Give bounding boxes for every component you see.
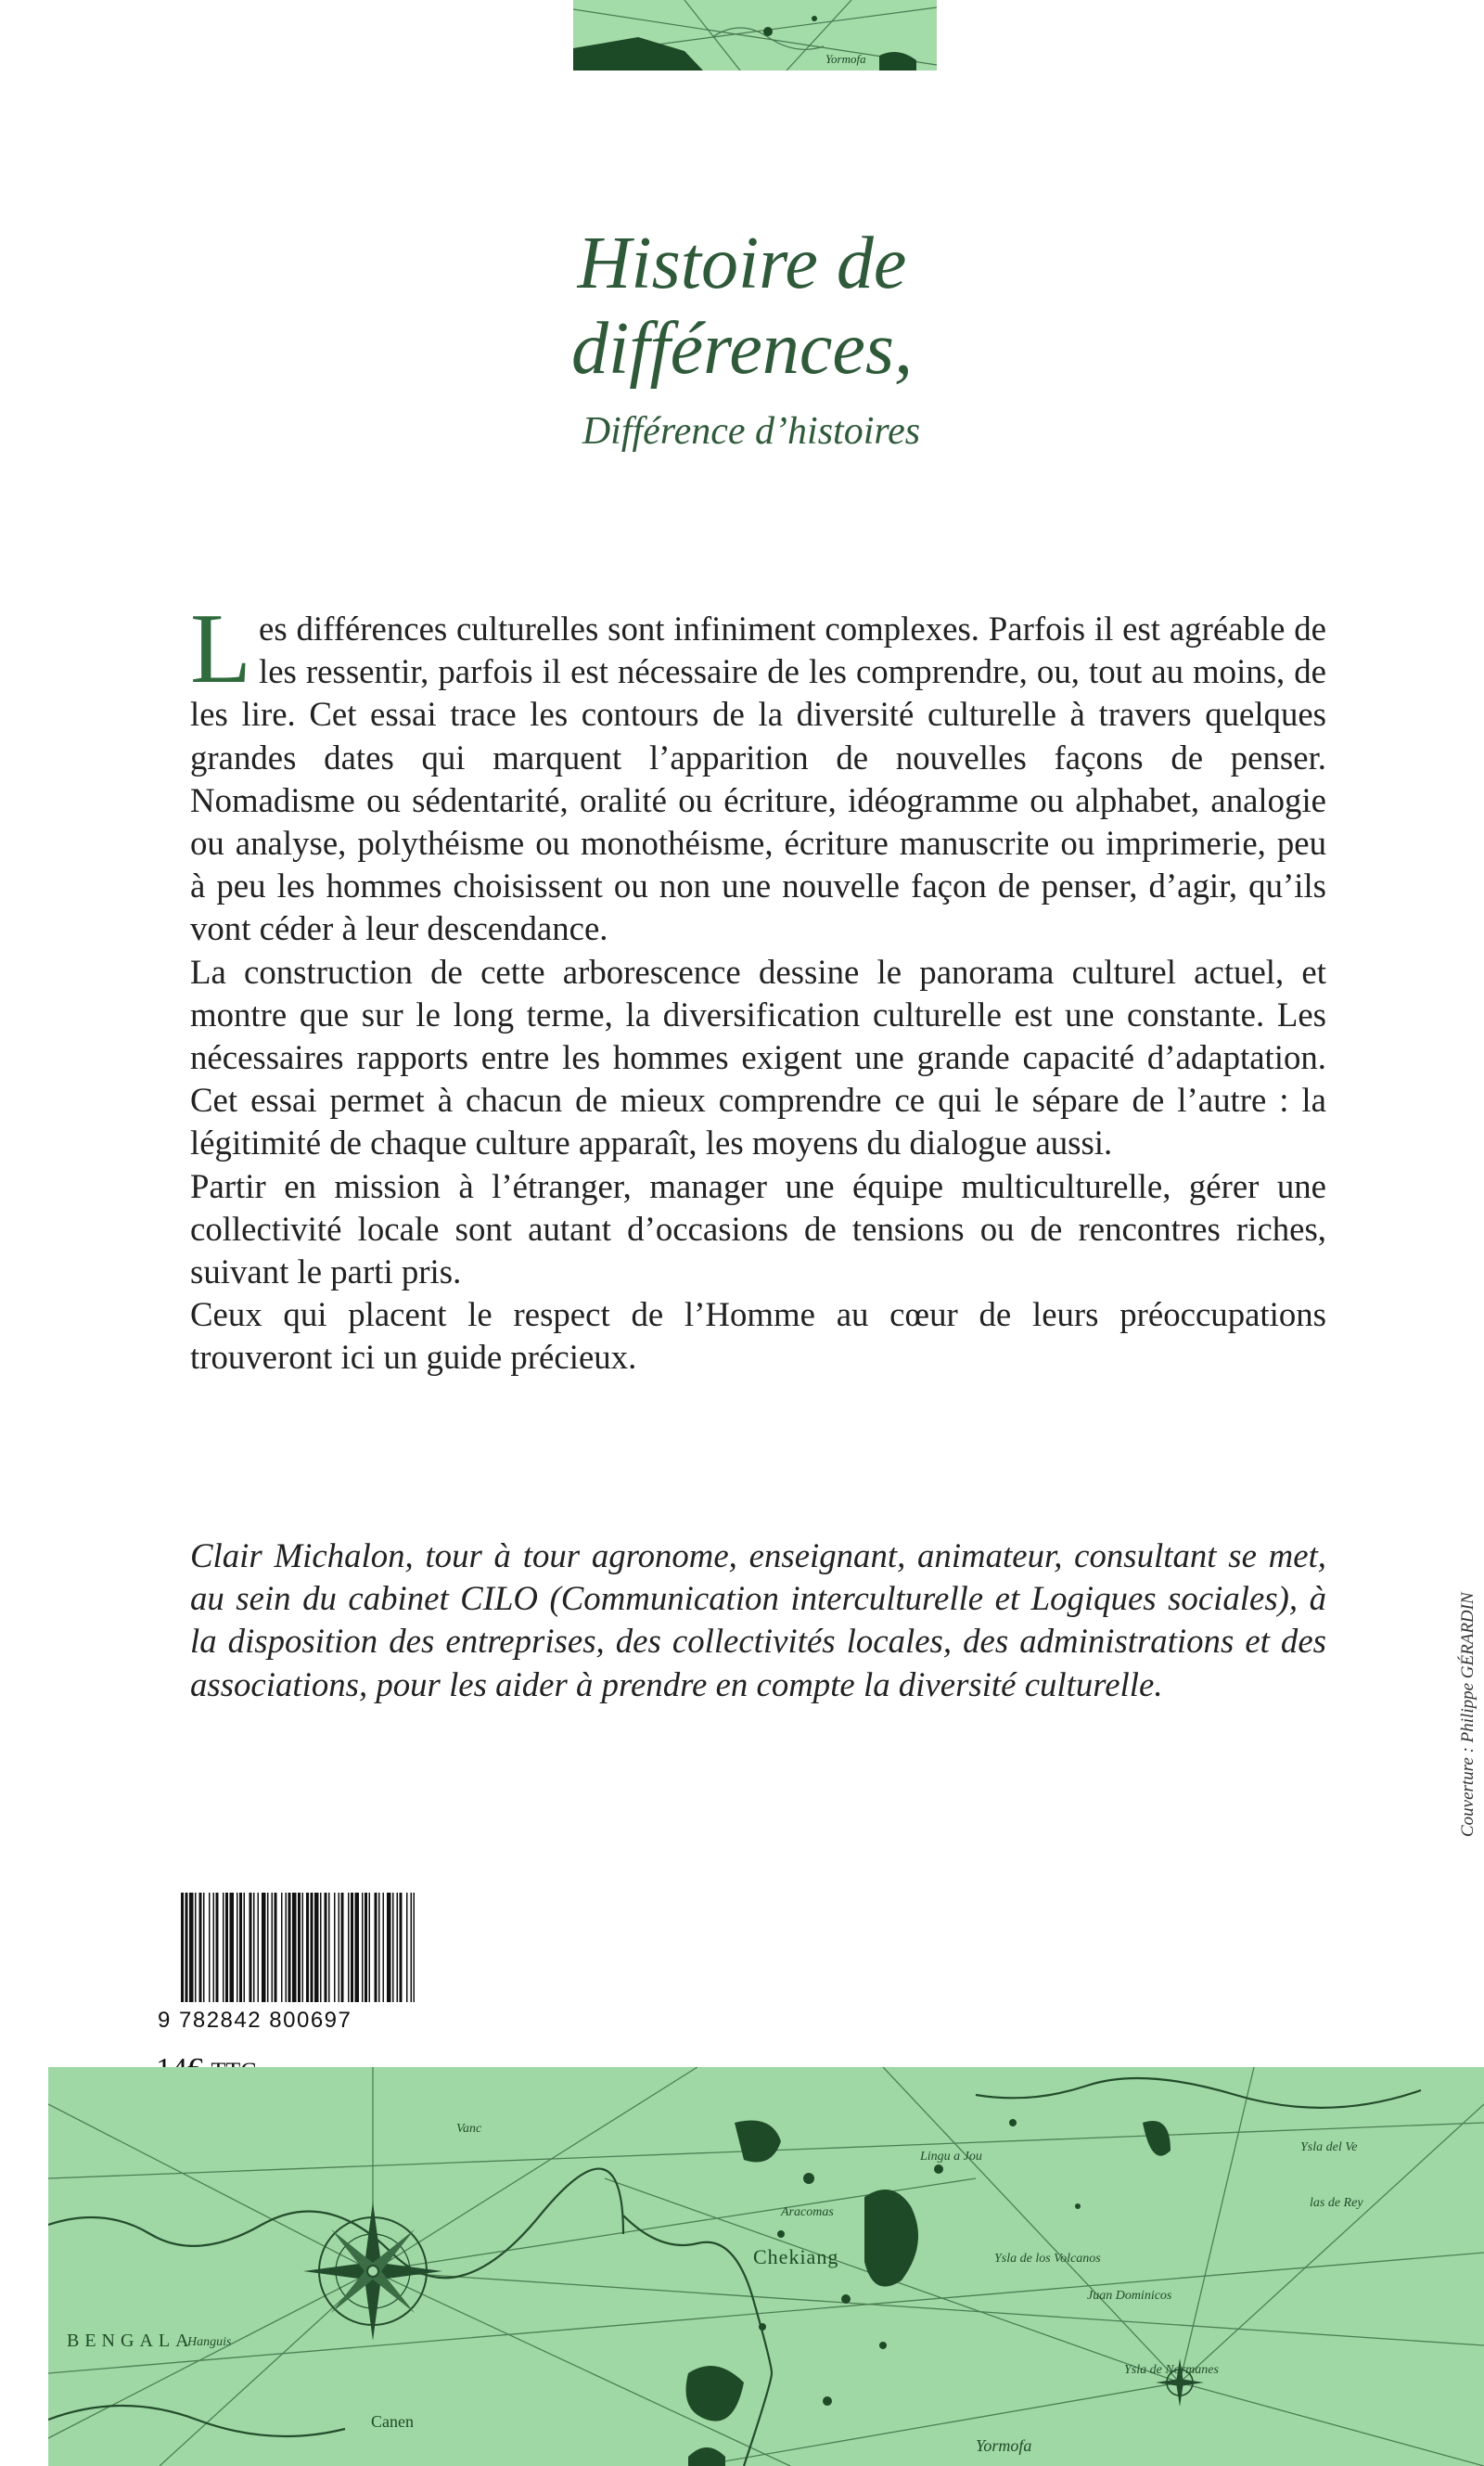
barcode-bar: [288, 1893, 291, 2002]
title-block: [0, 221, 1484, 455]
svg-text:Aracomas: Aracomas: [781, 2205, 834, 2219]
barcode-bar: [181, 1893, 184, 2002]
barcode-bar: [351, 1893, 353, 2002]
barcode-bar: [253, 1893, 255, 2002]
barcode-bars: [181, 1893, 415, 2011]
barcode-bar: [209, 1893, 211, 2002]
barcode-bar: [320, 1893, 322, 2002]
svg-text:Vanc: Vanc: [456, 2122, 482, 2136]
barcode-bar: [325, 1893, 327, 2002]
barcode-bar: [339, 1893, 340, 2002]
barcode-bar: [365, 1893, 367, 2002]
summary-paragraph-1-text: es différences culturelles sont infiniment complexes. Parfois il est agréable de les ressentir, parfois il est nécessaire de les comprendre, ou, tout au moins, de les lire. Cet essai trace les contours de la diversité culturelle à travers quelques grandes dates qui marquent l’apparition de nouvelles façons de penser. Nomadisme ou sédentarité, oralité ou écriture, idéogramme ou alphabet, analogie ou analyse, polythéisme ou monothéisme, écriture manuscrite ou imprimerie, peu à peu les hommes choisissent ou non une nouvelle façon de penser, d’agir, qu’ils vont céder à leur descendance.: [190, 610, 1326, 948]
cover-credit: Couverture : Philippe GÉRARDIN: [1458, 1592, 1478, 1837]
barcode-bar: [406, 1893, 408, 2002]
barcode-bar: [369, 1893, 371, 2002]
svg-text:Lingu a Jou: Lingu a Jou: [920, 2150, 982, 2164]
drop-cap: L: [190, 594, 251, 704]
barcode-bar: [216, 1893, 219, 2002]
title-line-1: Histoire de: [577, 223, 907, 304]
barcode-bar: [286, 1893, 288, 2002]
map-label-canen: Canen: [371, 2412, 414, 2431]
map-label-yormofa: Yormofa: [976, 2436, 1032, 2455]
barcode-bar: [400, 1893, 403, 2002]
barcode-bar: [328, 1893, 330, 2002]
barcode-bar: [258, 1893, 260, 2002]
summary-paragraph-2: La construction de cette arborescence dessine le panorama culturel actuel, et montre que sur le long terme, la diversification culturelle est une constante. Les nécessaires rapports entre les hommes exigent une grande capacité d’adaptation. Cet essai permet à chacun de mieux comprendre ce qui le sépare de l’autre : la légitimité de chaque culture apparaît, les moyens du dialogue aussi.: [190, 952, 1326, 1162]
barcode-bar: [239, 1893, 242, 2002]
barcode-bar: [348, 1893, 350, 2002]
barcode-bar: [262, 1893, 266, 2002]
summary-text: [190, 594, 1326, 1380]
svg-text:Ysla del Ve: Ysla del Ve: [1300, 2140, 1358, 2154]
summary-paragraph-1: [190, 594, 1326, 951]
barcode-bar: [237, 1893, 238, 2002]
barcode-bar: [355, 1893, 360, 2002]
book-title: [0, 221, 1484, 392]
barcode-bar: [244, 1893, 246, 2002]
barcode-bar: [189, 1893, 194, 2002]
barcode-bar: [249, 1893, 252, 2002]
map-label-bengala: BENGALA: [67, 2331, 195, 2351]
barcode-bar: [341, 1893, 344, 2002]
barcode-bar: [281, 1893, 283, 2002]
barcode-bar: [375, 1893, 377, 2002]
map-strip-bottom: [48, 2067, 1484, 2466]
map-label-chekiang: Chekiang: [753, 2245, 839, 2268]
barcode-bar: [223, 1893, 224, 2002]
barcode-bar: [272, 1893, 274, 2002]
barcode-bar: [414, 1893, 416, 2002]
map-strip-top: [573, 0, 937, 71]
barcode-bar: [186, 1893, 188, 2002]
barcode-bar: [230, 1893, 235, 2002]
isbn-number: 9 782842 800697: [158, 2008, 352, 2033]
author-bio: Clair Michalon, tour à tour agronome, enseignant, animateur, consultant se met, au sein du cabinet CILO (Communication interculturelle et Logiques sociales), à la disposition des entreprises, des collectivités locales, des administrations et des associations, pour les aider à prendre en compte la diversité culturelle.: [190, 1536, 1326, 1703]
barcode-bar: [397, 1893, 399, 2002]
barcode-bar: [298, 1893, 301, 2002]
barcode-bar: [195, 1893, 197, 2002]
barcode-bar: [225, 1893, 228, 2002]
barcode-bar: [387, 1893, 391, 2002]
barcode-bar: [362, 1893, 364, 2002]
barcode-bar: [383, 1893, 385, 2002]
barcode-bar: [314, 1893, 319, 2002]
barcode-bar: [203, 1893, 205, 2002]
barcode-bar: [275, 1893, 277, 2002]
summary-paragraph-3: Partir en mission à l’étranger, manager une équipe multiculturelle, gérer une collectivité locale sont autant d’occasions de tensions ou de rencontres riches, suivant le parti pris.: [190, 1166, 1326, 1291]
barcode-bar: [267, 1893, 269, 2002]
barcode-bar: [213, 1893, 215, 2002]
summary-paragraph-4: Ceux qui placent le respect de l’Homme au cœur de leurs préoccupations trouveront ici un guide précieux.: [190, 1295, 1326, 1377]
svg-text:Juan Dominicos: Juan Dominicos: [1087, 2289, 1172, 2303]
barcode-bar: [392, 1893, 394, 2002]
barcode-bar: [302, 1893, 304, 2002]
barcode-bar: [411, 1893, 413, 2002]
title-line-2: différences,: [570, 308, 913, 390]
barcode-bar: [334, 1893, 336, 2002]
book-subtitle: Différence d’histoires: [582, 410, 921, 453]
barcode-bar: [311, 1893, 313, 2002]
svg-text:Ysla de los Volcanos: Ysla de los Volcanos: [994, 2252, 1101, 2266]
barcode-bar: [199, 1893, 202, 2002]
svg-text:Ysla de Normanes: Ysla de Normanes: [1124, 2363, 1219, 2377]
svg-text:Hanguis: Hanguis: [187, 2335, 232, 2349]
barcode-bar: [378, 1893, 380, 2002]
barcode-bar: [292, 1893, 297, 2002]
barcode-bar: [306, 1893, 309, 2002]
map-label-top: Yormofa: [825, 52, 866, 66]
svg-text:las de Rey: las de Rey: [1310, 2196, 1363, 2210]
